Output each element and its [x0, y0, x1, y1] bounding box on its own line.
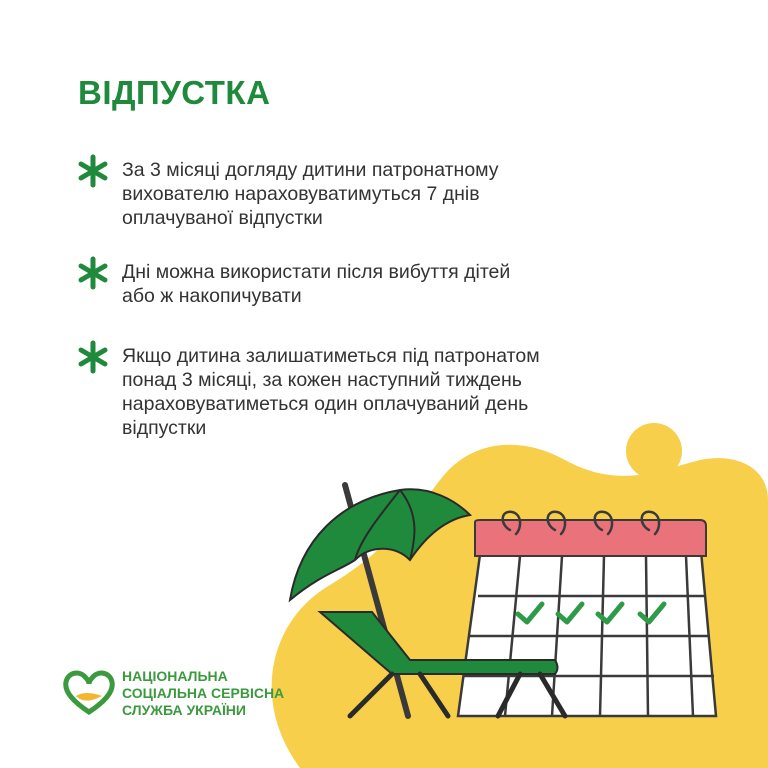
bullet-text: Дні можна використати після вибуття дітей або ж накопичувати: [122, 261, 511, 307]
nsss-logo: [62, 666, 322, 722]
logo-text: [122, 668, 322, 719]
bullet-text: Якщо дитина залишатиметься під патронатом понад 3 місяці, за кожен наступний тиждень нараховуватиметься один оплачуваний день відпустки: [122, 345, 540, 439]
bullet-text: За 3 місяці догляду дитини патронатному вихователю нараховуватимуться 7 днів оплачуваної відпустки: [122, 159, 499, 229]
logo-line: НАЦІОНАЛЬНА: [122, 668, 228, 684]
heart-logo-icon: [62, 666, 116, 718]
logo-line: СОЦІАЛЬНА СЕРВІСНА: [122, 685, 285, 701]
logo-line: СЛУЖБА УКРАЇНИ: [122, 702, 246, 718]
yellow-sun-circle: [626, 423, 682, 479]
page-title: ВІДПУСТКА: [78, 74, 271, 111]
calendar-icon: [458, 512, 716, 716]
